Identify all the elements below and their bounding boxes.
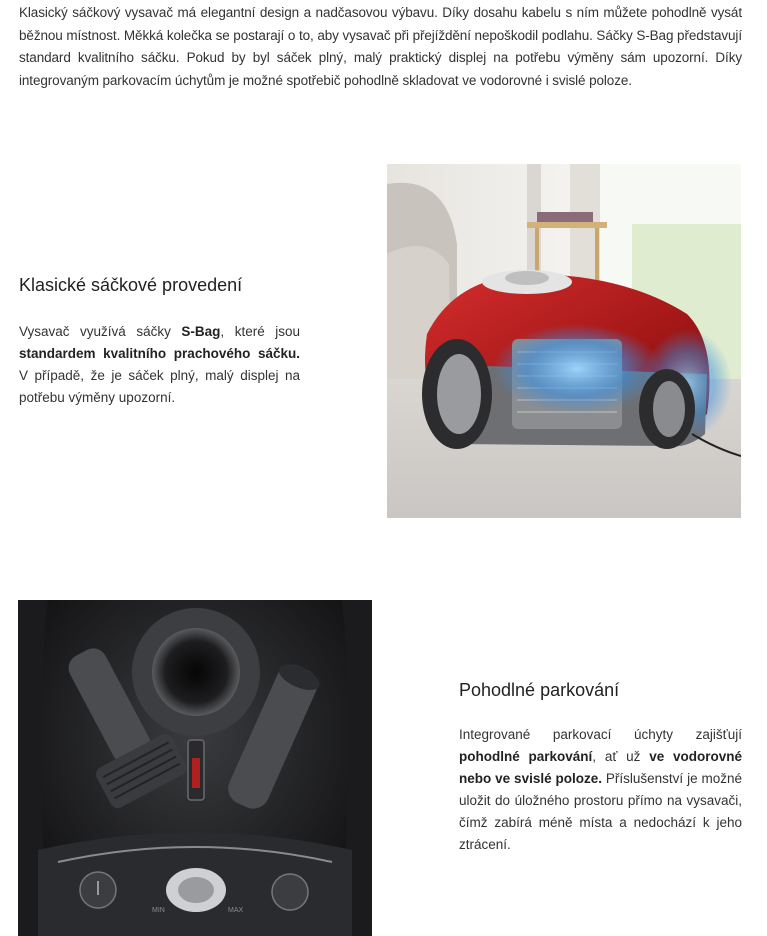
feature-text-parking: Integrované parkovací úchyty zajišťují pohodlné parkování, ať už ve vodorovné nebo ve svislé poloze. Příslušenství je možné uložit do úložného prostoru přímo na vysavači, čímž zabírá méně místa a nedochází k jeho ztrácení. bbox=[459, 727, 743, 852]
feature-heading-parking: Pohodlné parkování bbox=[459, 680, 620, 700]
vacuum-accessory-storage-photo bbox=[18, 600, 372, 936]
min-label: MIN bbox=[152, 907, 165, 914]
feature-heading-bag: Klasické sáčkové provedení bbox=[19, 275, 243, 295]
vacuum-product-photo bbox=[387, 164, 741, 518]
max-label: MAX bbox=[228, 907, 244, 914]
intro-paragraph: Klasický sáčkový vysavač má elegantní design a nadčasovou výbavu. Díky dosahu kabelu s ním můžete pohodlně vysát běžnou místnost. Měkká kolečka se postarají o to, aby vysavač při přejíždění nepoškodil podlahu. Sáčky S-Bag představují standard kvalitního sáčku. Pokud by byl sáček plný, malý praktický displej na potřebu výměny sám upozorní. Díky integrovaným parkovacím úchytům je možné spotřebič pohodlně skladovat ve vodorovné i svislé poloze. bbox=[19, 5, 742, 88]
feature-text-bag: Vysavač využívá sáčky S-Bag, které jsou standardem kvalitního prachového sáčku. V případě, že je sáček plný, malý displej na potřebu výměny upozorní. bbox=[19, 324, 300, 405]
